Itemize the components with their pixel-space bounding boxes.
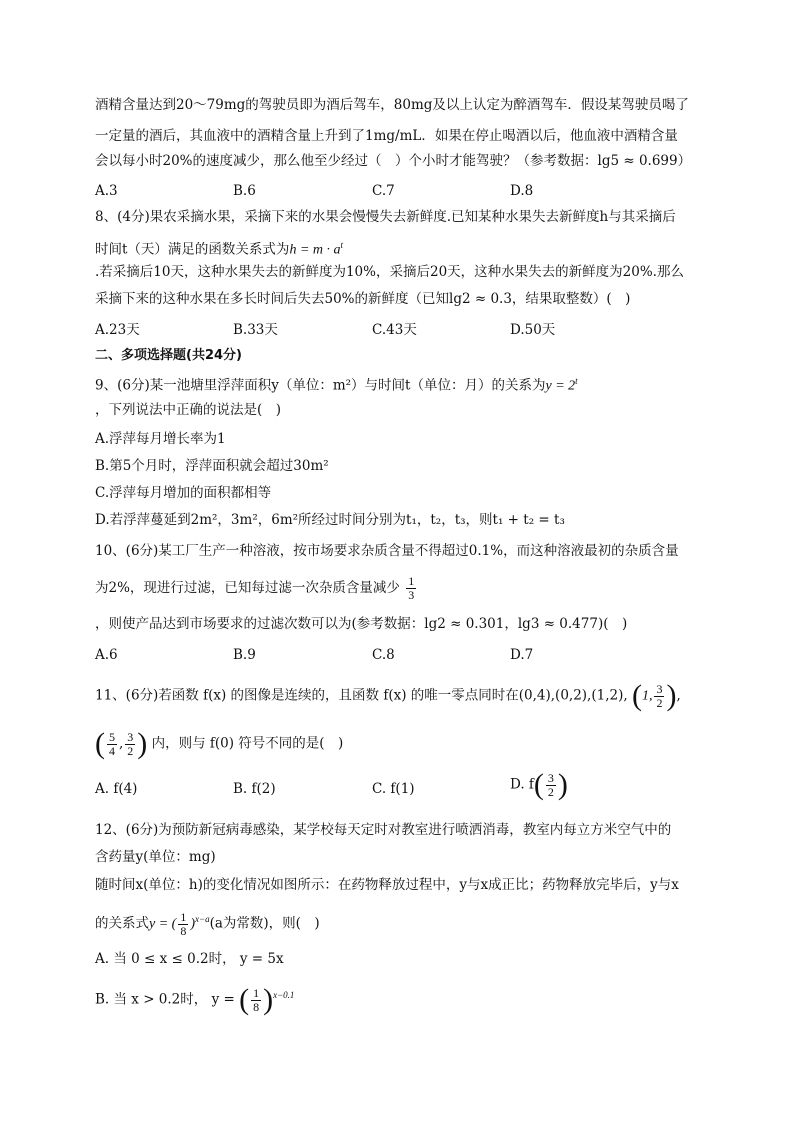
q9-formula-exp: t xyxy=(575,376,578,386)
q10-fraction-num: 1 xyxy=(408,574,415,588)
q10-option-d: D.7 xyxy=(510,647,534,663)
q10-line-2 xyxy=(95,575,418,602)
q7-option-d: D.8 xyxy=(510,183,534,199)
q11-option-a: A. f(4) xyxy=(95,781,138,797)
q11-line-1: 11、(6分)若函数 f(x) 的图像是连续的，且函数 f(x) 的唯一零点同时在(0,4),(0,2),(1,2), (1, $\frac{3}{2}$ ), xyxy=(95,679,681,712)
q8-formula-exp: t xyxy=(340,240,344,250)
q9-formula: y = 2 xyxy=(545,378,576,394)
q8-line-3: .若采摘后10天，这种水果失去的新鲜度为10%，采摘后20天，这种水果失去的新鲜度为20%.那么 xyxy=(95,264,684,280)
q7-option-b: B.6 xyxy=(233,183,256,199)
q12-option-b-paren-left: ( xyxy=(239,983,250,1016)
q11-line-2-frac-1 xyxy=(107,731,117,758)
q12-formula-frac-num: 1 xyxy=(180,909,187,924)
q8-option-c: C.43天 xyxy=(372,322,417,338)
q9-line-1 xyxy=(95,372,578,396)
q11-option-d-label: D. f xyxy=(510,776,534,793)
q7-option-c: C.7 xyxy=(372,183,395,199)
q11-interval-a: 1, xyxy=(641,688,653,704)
q9-option-a: A.浮萍每月增长率为1 xyxy=(95,431,226,447)
q11-option-d-frac xyxy=(546,772,556,799)
q9-line-1-text: 9、(6分)某一池塘里浮萍面积y（单位：m²）与时间t（单位：月）的关系为 xyxy=(95,377,546,394)
q10-fraction xyxy=(406,575,416,602)
q11-line-2-paren-left: ( xyxy=(95,727,105,760)
q11-option-d-frac-num: 3 xyxy=(547,770,554,785)
q10-fraction-den: 3 xyxy=(408,588,415,602)
q11-line-2-paren-right: ) xyxy=(137,727,148,760)
q12-option-b xyxy=(95,985,294,1015)
q10-line-3: ，则使产品达到市场要求的过滤次数可以为(参考数据：lg2 ≈ 0.301，lg3 ≈ 0.477)( ) xyxy=(95,616,628,632)
q12-line-1: 12、(6分)为预防新冠病毒感染，某学校每天定时对教室进行喷洒消毒，教室内每立方米空气中的 xyxy=(95,822,672,838)
q8-line-1: 8、(4分)果农采摘水果，采摘下来的水果会慢慢失去新鲜度.已知某种水果失去新鲜度h与其采摘后 xyxy=(95,209,676,225)
q11-option-d-paren-right: ) xyxy=(557,768,568,801)
q8-line-2-text: 时间t（天）满足的函数关系式为 xyxy=(95,241,290,258)
q7-line-1: 酒精含量达到20～79mg的驾驶员即为酒后驾车，80mg及以上认定为醉酒驾车．假设某驾驶员喝了 xyxy=(95,97,689,113)
q11-option-b: B. f(2) xyxy=(233,781,276,797)
q12-formula-frac xyxy=(178,911,188,938)
q12-option-b-exp: x−0.1 xyxy=(273,990,295,1000)
q11-interval-frac-den: 2 xyxy=(656,695,663,710)
section-title-multiple-choice: 二、多项选择题(共24分) xyxy=(95,348,242,363)
q10-option-a: A.6 xyxy=(95,647,118,663)
q12-option-b-frac xyxy=(251,987,261,1014)
q9-option-c: C.浮萍每月增加的面积都相等 xyxy=(95,485,272,501)
q9-option-d: D.若浮萍蔓延到2m²，3m²，6m²所经过时间分别为t₁，t₂，t₃，则t₁ + t₂ = t₃ xyxy=(95,512,565,528)
q12-option-a: A. 当 0 ≤ x ≤ 0.2时， y = 5x xyxy=(95,951,284,967)
q9-line-2: ，下列说法中正确的说法是( ) xyxy=(95,402,282,418)
q11-paren-right: ) xyxy=(666,679,677,712)
q12-line-4-pre: 的关系式 xyxy=(95,915,149,932)
q11-line-2-frac-1-num: 5 xyxy=(109,729,115,744)
q12-option-b-paren-right: ) xyxy=(263,983,274,1016)
q12-line-4-post: (a为常数)，则( ) xyxy=(209,915,320,932)
q10-line-1: 10、(6分)某工厂生产一种溶液，按市场要求杂质含量不得超过0.1%，而这种溶液最初的杂质含量 xyxy=(95,543,679,559)
q7-option-a: A.3 xyxy=(95,183,118,199)
q12-formula: y = ( xyxy=(149,916,177,932)
q11-option-d xyxy=(510,770,568,800)
q8-line-2 xyxy=(95,236,343,260)
q10-option-b: B.9 xyxy=(233,647,256,663)
q12-option-b-frac-den: 8 xyxy=(253,999,260,1014)
q8-option-d: D.50天 xyxy=(510,322,556,338)
q11-line-2-frac-1-den: 4 xyxy=(109,743,115,758)
q8-option-b: B.33天 xyxy=(233,322,278,338)
q11-line-2-text: 内，则与 f(0) 符号不同的是( ) xyxy=(151,735,344,752)
q11-line-2-frac-2 xyxy=(125,731,135,758)
q10-option-c: C.8 xyxy=(372,647,395,663)
q12-option-b-pre: B. 当 x > 0.2时， y = xyxy=(95,991,235,1008)
q11-interval-frac-num: 3 xyxy=(656,681,663,696)
q12-option-b-frac-num: 1 xyxy=(253,985,260,1000)
q8-option-a: A.23天 xyxy=(95,322,140,338)
q12-line-4: 的关系式y = ( $\frac{1}{8}$ )$^{x-a}$(a为常数)，则( ) xyxy=(95,909,320,938)
q12-line-2: 含药量y(单位：mg) xyxy=(95,849,216,865)
q11-option-d-paren-left: ( xyxy=(533,768,544,801)
q12-formula-exp: x−a xyxy=(195,914,210,924)
q7-line-2: 一定量的酒后，其血液中的酒精含量上升到了1mg/mL．如果在停止喝酒以后，他血液中酒精含量 xyxy=(95,128,678,144)
q8-line-4: 采摘下来的这种水果在多长时间后失去50%的新鲜度（已知lg2 ≈ 0.3，结果取整数）( ) xyxy=(95,291,631,307)
q11-option-d-frac-den: 2 xyxy=(547,784,554,799)
q11-line-2: ( $\frac{5}{4}$ , $\frac{3}{2}$ ) 内，则与 f(0) 符号不同的是( ) xyxy=(95,727,344,760)
q12-line-3: 随时间x(单位：h)的变化情况如图所示：在药物释放过程中，y与x成正比；药物释放完毕后，y与x xyxy=(95,877,679,893)
q7-line-3: 会以每小时20%的速度减少，那么他至少经过（ ）个小时才能驾驶？（参考数据：lg5 ≈ 0.699） xyxy=(95,153,692,169)
q11-line-2-frac-2-den: 2 xyxy=(127,743,134,758)
q12-formula-frac-den: 8 xyxy=(180,923,187,938)
q8-formula: h = m · a xyxy=(289,242,341,258)
q11-paren-left: ( xyxy=(631,679,642,712)
q9-option-b: B.第5个月时，浮萍面积就会超过30m² xyxy=(95,458,329,474)
q11-line-1-text: 11、(6分)若函数 f(x) 的图像是连续的，且函数 f(x) 的唯一零点同时在(0,4),(0,2),(1,2), xyxy=(95,687,628,704)
q11-option-c: C. f(1) xyxy=(372,781,415,797)
q11-line-2-frac-2-num: 3 xyxy=(127,729,134,744)
q10-line-2-text: 为2%，现进行过滤，已知每过滤一次杂质含量减少 xyxy=(95,580,400,596)
q11-interval-frac xyxy=(654,683,664,710)
